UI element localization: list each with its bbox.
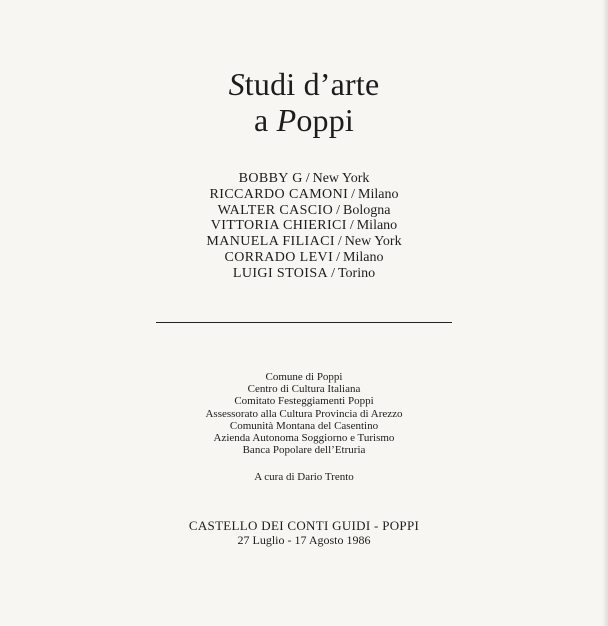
artist-name: VITTORIA CHIERICI bbox=[210, 218, 347, 234]
separator-slash: / bbox=[337, 234, 342, 250]
sponsor-item: Comitato Festeggiamenti Poppi bbox=[234, 395, 374, 408]
artist-city: New York bbox=[344, 234, 402, 250]
artist-item bbox=[0, 171, 608, 187]
separator-slash: / bbox=[305, 171, 310, 186]
separator-slash: / bbox=[349, 218, 354, 234]
horizontal-divider bbox=[156, 322, 452, 323]
title-line-2-prefix: a bbox=[253, 102, 277, 138]
artist-item bbox=[0, 266, 608, 282]
title-initial-s: S bbox=[228, 66, 245, 102]
venue-name: CASTELLO DEI CONTI GUIDI - POPPI bbox=[188, 518, 420, 533]
artist-city: Torino bbox=[337, 265, 376, 281]
artist-item bbox=[0, 218, 608, 234]
sponsor-item: Comunità Montana del Casentino bbox=[229, 419, 379, 432]
title-line-1-text: tudi d’arte bbox=[244, 66, 380, 102]
separator-slash: / bbox=[336, 202, 340, 218]
artist-item bbox=[0, 203, 608, 219]
artist-name: CORRADO LEVI bbox=[224, 249, 334, 265]
artist-city: Milano bbox=[356, 218, 398, 234]
artist-list bbox=[0, 171, 608, 282]
sponsor-list bbox=[0, 371, 608, 456]
artist-item bbox=[0, 187, 608, 203]
sponsor-item: Assessorato alla Cultura Provincia di Arezzo bbox=[205, 407, 403, 420]
artist-city: Milano bbox=[358, 186, 399, 202]
title-initial-p: P bbox=[276, 102, 297, 138]
artist-name: WALTER CASCIO bbox=[217, 202, 334, 218]
sponsor-item: Azienda Autonoma Soggiorno e Turismo bbox=[213, 432, 395, 445]
curator-credit: A cura di Dario Trento bbox=[254, 471, 354, 483]
sponsor-item: Comune di Poppi bbox=[265, 371, 343, 383]
artist-name: LUIGI STOISA bbox=[232, 265, 329, 281]
exhibition-dates: 27 Luglio - 17 Agosto 1986 bbox=[237, 533, 371, 547]
title-line-2-text: oppi bbox=[296, 102, 355, 138]
sponsor-item: Centro di Cultura Italiana bbox=[247, 383, 361, 396]
artist-city: New York bbox=[312, 171, 370, 186]
title-line-1 bbox=[0, 66, 608, 102]
artist-name: BOBBY G bbox=[238, 171, 303, 186]
separator-slash: / bbox=[331, 265, 335, 281]
artist-name: RICCARDO CAMONI bbox=[209, 186, 349, 202]
artist-city: Bologna bbox=[342, 202, 391, 218]
title-line-2 bbox=[0, 102, 608, 138]
separator-slash: / bbox=[336, 249, 341, 265]
artist-city: Milano bbox=[343, 249, 384, 265]
separator-slash: / bbox=[351, 186, 356, 202]
artist-item bbox=[0, 250, 608, 266]
artist-item bbox=[0, 234, 608, 250]
artist-name: MANUELA FILIACI bbox=[206, 234, 335, 250]
sponsor-item: Banca Popolare dell’Etruria bbox=[242, 444, 366, 457]
